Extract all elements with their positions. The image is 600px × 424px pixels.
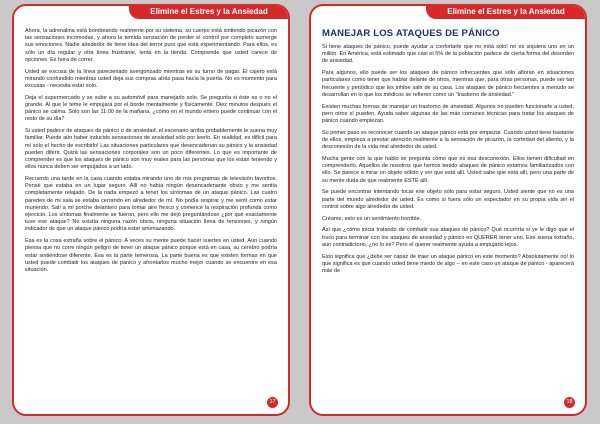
paragraph: Si tiene ataques de pánico, puede ayudar a confortarle que no está solo! no es siquiera uno en un millón. En América, está estimado que casi el 5% de la población padece de cierta forma del desorden de ansiedad.	[322, 44, 574, 65]
paragraph: Esa es la cosa extraña sobre el pánico. A veces su mente puede hacer suertes en usted. Aún cuando piensa que no corre ningún peligro de tener un ataque pánico porque está en casa, su cerebro podría estar sintiéndose diferente. Esa es la parte temerosa. La parte buena es que existen formas en que usted puede combatir los ataques de pánico y afrontarlos mucho mejor cuando se encuentre en esa situación.	[25, 238, 277, 274]
paragraph: Su primer paso es reconocer cuando un ataque pánico está por empezar. Cuando usted tiene bastante de ellos, empieza a prestar atención realmente a la sensación de picazón, la cortedad del aliento, y la desconexión de la vida real alrededor de usted.	[322, 129, 574, 151]
section-title: MANEJAR LOS ATAQUES DE PÁNICO	[322, 28, 500, 39]
paragraph: Si usted padece de ataques de pánico o de ansiedad, el escenario arriba probablemente le suena muy familiar. Puede aún haber inducido sensaciones de ansiedad sólo por leerlo. En realidad, es difícil para mí sólo el hecho de escribirlo! Las situaciones particulares que desencadenan su pánico y la ansiedad pueden diferir. Quizá las sensaciones corporales son un poco diferentes. Lo que es importante de comprender es que los ataques de pánico son muy reales para las personas que los están teniendo y ellos nunca deben ser empujados a un lado.	[25, 128, 277, 171]
paragraph: Para algunos, ello puede ser los ataques de pánico infrecuentes que sólo afloran en situaciones particulares como tener que hablar delante de otros, mientras que, para otras personas, puede ser tan frecuente y periódico que les inhibe salir de su casa. Los ataques de pánico frecuentes a menudo se desarrollan en lo que los médicos se refieren como un "trastorno de ansiedad."	[322, 70, 574, 98]
header-banner: Elimine el Estres y la Ansiedad	[426, 5, 586, 19]
paragraph: Esto significa que ¿debe ser capaz de traer un ataque pánico en este momento? Absolutamente no! lo que significa es que cuando usted tiene miedo de algo -- en este caso un ataque de pánico - aparecerá más de	[322, 253, 574, 275]
paragraph: Recuerdo una tarde en la casa cuando estaba mirando uno de mis programas de televisión favoritos. Pensé que estaba en un lugar seguro. Allí no había ningún desencadenante obvio y me sentía completamente relajado. De la nada empezó a tener los síntomas de un ataque pánico. Las cuatro paredes de mi sala se estaba cerrando en alrededor de mí. No podía respirar y me sentí como estar muriendo. Salí a mi porche delantero para tomar aire fresco y comencé la respiración profunda como ejercicio. Los síntomas finalmente se fueron, pero ello me dejó preguntándose ¿por qué exactamente tuve ese ataque? No existía ninguna razón obvia, ninguna situación llena de tensiones, y ningún indicador de que un ataque pánico podría estar amenazando.	[25, 176, 277, 233]
page-number: 17	[267, 397, 278, 408]
paragraph: Créame, esto es un sentimiento horrible.	[322, 215, 422, 222]
paragraph: Existen muchas formas de manejar un trastorno de ansiedad. Algunos no pueden funcionarle a usted, pero otros sí pueden. Ayuda saber algunas de las más comunes técnicas para tratar los ataques de pánico cuando empiezan.	[322, 103, 574, 125]
left-page-body	[25, 28, 277, 390]
header-banner: Elimine el Estres y la Ansiedad	[129, 5, 289, 19]
paragraph: Se puede encontrar intentando tocar ese objeto sólo para estar seguro. Usted siente que no es una parte del mundo alrededor de usted. Es como si fuera sólo un espectador en su propia vida sin el control sobre algo alrededor de usted.	[322, 189, 574, 210]
right-page	[309, 4, 587, 416]
left-page	[12, 4, 290, 416]
page-number: 18	[564, 397, 575, 408]
right-page-body	[322, 44, 574, 390]
paragraph: Ahora, la adrenalina está bombeando realmente por su sistema, su cuerpo está sintiendo picazón con las sensaciones incómodas, y ahora la temida sensación de perder el control por completo sumerge sus emociones. Nadie alrededor de tiene idea del terror puro que está experimentando. Para ellos, es sólo un día regular y otra línea frustrante, lenta en la tienda. Comprende que usted carece de opciones. Es hora de correr.	[25, 28, 277, 63]
paragraph: Usted se excusa de la línea parecienado avergonzado mientras es su turno de pagar. El cajero está mirando confundido mientras usted deja sus compras atrás pasa hacia la puerta. No es momento para excusas - necesita estar solo.	[25, 68, 277, 90]
paragraph: Deja el supermercado y se sube a su automóvil para manejarlo solo. Se pregunta si éste es o no el grande. Al que le teme le empujará por el borde mentalmente y físicamente. Diez minutos después el pánico se calma. Sólo son las 11:00 de la mañana, ¿cómo en el mundo entero puede continuar con el resto de su día?	[25, 94, 277, 123]
paragraph: Así que ¿cómo inicia tratando de combatir sus ataques de pánico? Qué ocurriría si ye le digo que el truco para terminar con los ataques de ansiedad y pánico es QUERER tener uno. Ese suena extraño, aún contradictorio, ¿no lo es? Pero el querer realmente ayuda a empujarlo lejos.	[322, 227, 574, 248]
paragraph: Mucha gente con la que hablo se pregunta cómo que es esa desconexión. Ellos tienen dificultad en comprenderlo. Aquellos de nosotros que hemos tenido ataques de pánico estamos familiarizados con ello. Se parece a mirar un objeto sólido y ver que está allí. Usted sabe que está allí, pero una parte de su mente duda de que realmente ESTÉ allí.	[322, 156, 574, 184]
